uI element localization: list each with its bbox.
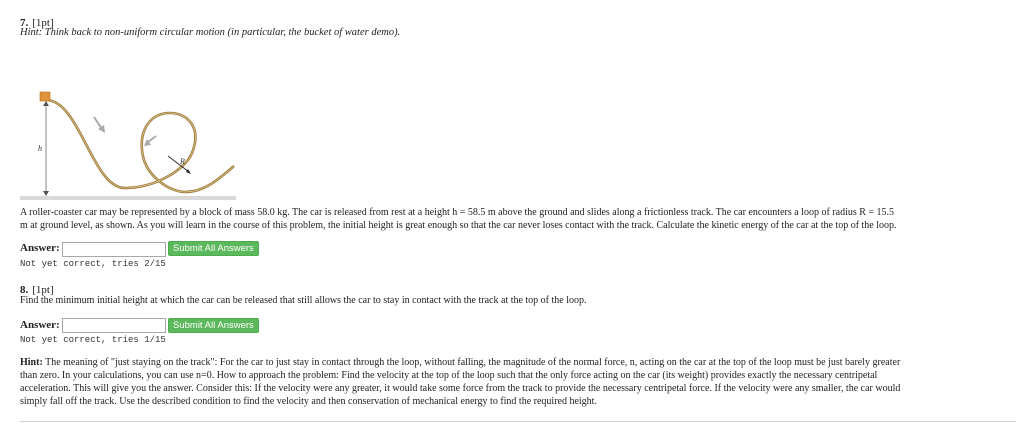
answer-input[interactable] [62,242,166,257]
answer-input[interactable] [62,318,166,333]
ground [20,196,236,200]
track [46,100,234,192]
roller-coaster-diagram [20,88,250,200]
divider [20,421,1016,422]
submit-all-answers-button[interactable]: Submit All Answers [168,318,259,333]
question-8-hint-line1 [20,356,900,370]
car-block [40,92,50,101]
hint-text: The meaning of "just staying on the track": For the car to just stay in contact through the loop, without falling, the magnitude of the normal force, n, acting on the car at the top of the loop must be just barely greater [45,357,901,368]
question-7-text-line1: A roller-coaster car may be represented by a block of mass 58.0 kg. The car is released from rest at a height h = 58.5 m above the ground and slides along a frictionless track. The car encounters a loop of radius R = 15.5 [20,207,895,218]
height-arrow-head-bottom [43,191,49,196]
question-number: 8. [20,284,29,296]
question-points: [1pt] [32,17,54,29]
answer-label: Answer: [20,319,60,331]
answer-status: Not yet correct, tries 1/15 [20,335,166,345]
question-8-hint-line2: than zero. In your calculations, you can use n=0. How to approach the problem: Find the velocity at the top of the loop such that the only force acting on the car (its weight) provides exactly the necessary centripetal [20,370,878,381]
question-8-text: Find the minimum initial height at which the car can be released that still allows the car to stay in contact with the track at the top of the loop. [20,295,587,306]
hint-label: Hint: [20,357,43,368]
answer-label: Answer: [20,242,60,254]
question-points: [1pt] [32,284,54,296]
question-7-text-line2: m at ground level, as shown. As you will learn in the course of this problem, the initial height is great enough so that the car never loses contact with the track. Calculate the kinetic energy of the car at the top of the loop. [20,220,897,231]
question-7-hint: Hint: Think back to non-uniform circular motion (in particular, the bucket of water demo). [20,27,401,38]
height-label: h [38,144,42,153]
height-arrow-head-top [43,101,49,106]
question-number: 7. [20,17,29,29]
submit-all-answers-button[interactable]: Submit All Answers [168,241,259,256]
radius-arrow-head [186,169,191,174]
question-8-hint-line4: simply fall off the track. Use the described condition to find the velocity and then conservation of mechanical energy to find the required height. [20,396,597,407]
answer-status: Not yet correct, tries 2/15 [20,259,166,269]
radius-label: R [180,157,185,166]
track-highlight [46,100,234,192]
question-8-hint-line3: acceleration. This will give you the answer. Consider this: If the velocity were any greater, it would take some force from the track to provide the necessary centripetal force. If the velocity were any smaller, the car would [20,383,901,394]
motion-arrow-2 [148,136,156,142]
